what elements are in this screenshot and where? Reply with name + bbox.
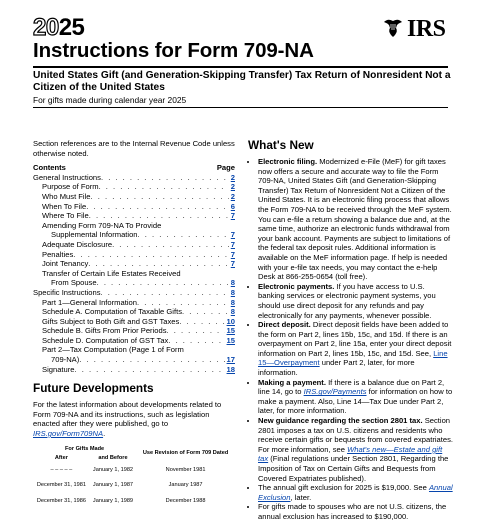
toc-page-link[interactable]: 8: [230, 297, 235, 307]
toc-item-label: Part 1—General Information: [42, 297, 137, 307]
toc-page-link[interactable]: 18: [226, 364, 235, 374]
toc-item[interactable]: [33, 288, 235, 298]
future-developments-heading: Future Developments: [33, 381, 154, 396]
item-text: If you have access to U.S. banking services or electronic payment systems, you should use direct deposit for any refunds and pay electronically for any payments, whenever possible.: [258, 281, 436, 320]
toc-leader-dots: [75, 365, 225, 375]
toc-item[interactable]: [33, 365, 235, 375]
toc-leader-dots: [137, 298, 229, 308]
table-cell: – – – – –: [50, 466, 73, 473]
item-link[interactable]: Line 15—Overpayment: [258, 348, 448, 368]
section-note: Section references are to the Internal Revenue Code unless otherwise noted.: [33, 139, 235, 158]
toc-item[interactable]: [33, 182, 235, 192]
toc-leader-dots: [79, 355, 224, 365]
toc-item-label: Supplemental Information: [51, 230, 138, 240]
toc-leader-dots: [88, 259, 228, 269]
whats-new-item: [258, 416, 453, 483]
table-of-contents: [33, 173, 235, 374]
item-text: Direct deposit fields have been added to the form on Part 2, lines 15b, 15c, and 15d. If there is an overpayment on Part 2, line 15a, enter your direct deposit information on Part 2, lines 15b, 15c, and 15d. See,: [258, 320, 452, 358]
toc-page-link[interactable]: 7: [230, 239, 235, 249]
table-cell: January 1, 1987: [92, 482, 134, 489]
item-text-end: for information on how to make a payment. Also, Line 14—Tax Due under Part 2, later, for more information.: [258, 387, 453, 416]
toc-item-label: Gifts Subject to Both Gift and GST Taxes: [42, 316, 180, 326]
toc-page-link[interactable]: 2: [230, 172, 235, 182]
toc-leader-dots: [89, 211, 229, 221]
table-head-after: After: [54, 454, 68, 461]
toc-item-label: From Spouse: [51, 278, 97, 288]
toc-item[interactable]: [33, 326, 235, 336]
item-lead: Electronic filing.: [258, 157, 318, 166]
toc-item-label: Specific Instructions: [33, 287, 101, 297]
form-year: [33, 14, 84, 42]
toc-item[interactable]: [33, 173, 235, 183]
toc-item-label: Penalties: [42, 249, 74, 259]
toc-item: [33, 345, 235, 355]
table-cell: November 1981: [165, 466, 206, 473]
toc-page-link[interactable]: 6: [230, 201, 235, 211]
item-link[interactable]: What's new—Estate and gift tax: [258, 444, 443, 464]
form709na-link[interactable]: IRS.gov/Form709NA: [33, 429, 104, 439]
item-link[interactable]: Annual Exclusion: [258, 483, 453, 502]
toc-item-label: When To File: [42, 201, 87, 211]
future-end: .: [103, 429, 106, 439]
year-prefix: 20: [33, 14, 59, 41]
toc-item[interactable]: [33, 317, 235, 327]
toc-leader-dots: [182, 307, 229, 317]
eagle-seal-icon: [382, 16, 404, 43]
toc-page-link[interactable]: 7: [230, 249, 235, 259]
whats-new-item: [258, 320, 453, 378]
whats-new-item: [258, 378, 453, 416]
toc-item[interactable]: [33, 278, 235, 288]
toc-item[interactable]: [33, 202, 235, 212]
toc-leader-dots: [167, 326, 225, 336]
future-text: For the latest information about developments related to Form 709-NA and its instructions, such as legislation enacted after they were published, go to: [33, 400, 222, 429]
toc-page-link[interactable]: 15: [226, 326, 235, 336]
table-cell: January 1, 1989: [92, 497, 134, 504]
toc-item-label: Purpose of Form: [42, 182, 99, 192]
toc-page-link[interactable]: 8: [230, 278, 235, 288]
item-lead: Making a payment.: [258, 377, 326, 387]
form-subtitle: United States Gift (and Generation-Skipping Transfer) Tax Return of Nonresident Not a Citizen of the United States: [33, 70, 451, 93]
header-rule: [33, 107, 448, 108]
whats-new-heading: What's New: [248, 138, 314, 152]
whats-new-item: [258, 483, 453, 502]
table-row: [33, 494, 235, 510]
toc-leader-dots: [97, 278, 229, 288]
toc-item-label: Signature: [42, 364, 75, 374]
toc-page-link[interactable]: 2: [230, 191, 235, 201]
right-column: [248, 139, 453, 522]
toc-item[interactable]: [33, 307, 235, 317]
toc-page-link[interactable]: 17: [226, 355, 235, 365]
item-text: The annual gift exclusion for 2025 is $19,000. See: [258, 483, 429, 493]
whats-new-item: [258, 282, 453, 320]
future-developments-text: [33, 400, 235, 438]
toc-page-link[interactable]: 8: [230, 287, 235, 297]
toc-leader-dots: [86, 202, 229, 212]
calendar-year-note: For gifts made during calendar year 2025: [33, 95, 187, 105]
toc-leader-dots: [179, 317, 224, 327]
item-text: Modernized e-File (MeF) for gift taxes now offers a secure and accurate way to file the Form 709-NA, United States Gift (and Generation-Skipping Transfer) Tax Return of Nonresident Not a Citizen of the United States. It is an electronic filing process that allows the Form 709-NA to be received through the MeF system. You can e-file a return showing a balance due and, at the same time, authorize an electronic funds withdrawal from your bank account. Payments are subject to limitations of the federal tax deposit rules. Additional information is available on the MeF information page. If help is needed with your e-file tax needs, you may contact the e-help Desk at 866-255-0654 (toll free).: [258, 157, 452, 282]
toc-page-link[interactable]: 10: [226, 316, 235, 326]
item-lead: Electronic payments.: [258, 281, 335, 291]
toc-item[interactable]: [33, 250, 235, 260]
toc-leader-dots: [138, 230, 229, 240]
toc-leader-dots: [91, 192, 229, 202]
left-column: [33, 139, 235, 509]
toc-item-label: Amending Form 709-NA To Provide: [42, 220, 162, 230]
table-head-revision: Use Revision of Form 709 Dated: [142, 450, 229, 457]
toc-page-link[interactable]: 7: [230, 259, 235, 269]
toc-item[interactable]: [33, 211, 235, 221]
item-text: For gifts made to spouses who are not U.S. citizens, the annual exclusion has increased to $190,000.: [258, 502, 447, 521]
whats-new-list: [248, 157, 453, 522]
item-text: If there is a balance due on Part 2, line 14, go to: [258, 377, 445, 397]
page-label: Page: [216, 163, 235, 173]
toc-item[interactable]: [33, 259, 235, 269]
irs-wordmark: IRS: [407, 16, 446, 42]
toc-item[interactable]: [33, 298, 235, 308]
item-lead: New guidance regarding the section 2801 tax.: [258, 416, 423, 426]
table-cell: January 1, 1982: [92, 466, 134, 473]
item-text-end: under Part 2, later, for more information.: [258, 358, 415, 378]
item-text: Section 2801 imposes a tax on U.S. citizens and residents who receive certain gifts or bequests from covered expatriates. For more information, see: [258, 416, 453, 454]
toc-leader-dots: [99, 182, 229, 192]
toc-page-link[interactable]: 7: [230, 230, 235, 240]
toc-item-label: Schedule A. Computation of Taxable Gifts: [42, 307, 183, 317]
toc-item-label: Joint Tenancy: [42, 259, 89, 269]
toc-item[interactable]: [33, 192, 235, 202]
table-cell: December 31, 1981: [36, 482, 86, 489]
toc-item[interactable]: [33, 240, 235, 250]
irs-logo: [382, 16, 446, 43]
toc-item: [33, 269, 235, 279]
contents-label: Contents: [33, 163, 66, 173]
toc-leader-dots: [112, 240, 229, 250]
toc-item-label: Transfer of Certain Life Estates Received: [42, 268, 181, 278]
table-row: [33, 478, 235, 494]
toc-item[interactable]: [33, 355, 235, 365]
toc-item-label: Part 2—Tax Computation (Page 1 of Form: [42, 345, 184, 355]
whats-new-item: [258, 502, 453, 521]
table-head-before: and Before: [98, 454, 128, 461]
contents-header: [33, 163, 235, 173]
item-lead: Direct deposit.: [258, 320, 311, 330]
toc-item-label: General Instructions: [33, 172, 101, 182]
whats-new-item: [258, 157, 453, 282]
toc-page-link[interactable]: 15: [226, 335, 235, 345]
toc-leader-dots: [101, 173, 229, 183]
toc-page-link[interactable]: 7: [230, 211, 235, 221]
table-cell: December 1988: [165, 497, 206, 504]
item-text-end: , later.: [290, 492, 312, 502]
toc-item-label: Where To File: [42, 211, 89, 221]
toc-leader-dots: [101, 288, 229, 298]
year-suffix: 25: [58, 14, 85, 41]
toc-leader-dots: [73, 250, 229, 260]
toc-leader-dots: [168, 336, 224, 346]
toc-item-label: Adequate Disclosure: [42, 239, 113, 249]
revision-table: [33, 445, 235, 510]
toc-item[interactable]: [33, 230, 235, 240]
item-text-end: (Final regulations under Section 2801, Regarding the Imposition of Tax on Certain Gifts and Bequests from Covered Expatriates published).: [258, 454, 449, 483]
table-cell: December 31, 1986: [36, 497, 86, 504]
toc-page-link[interactable]: 8: [230, 307, 235, 317]
table-head-group: For Gifts Made: [65, 445, 105, 452]
toc-item-label: 709-NA): [51, 355, 80, 365]
toc-item[interactable]: [33, 336, 235, 346]
page-title: Instructions for Form 709-NA: [33, 39, 314, 62]
table-cell: January 1987: [168, 482, 203, 489]
toc-item-label: Schedule B. Gifts From Prior Periods: [42, 326, 167, 336]
toc-page-link[interactable]: 2: [230, 182, 235, 192]
toc-item: [33, 221, 235, 231]
item-link[interactable]: IRS.gov/Payments: [303, 387, 367, 397]
table-row: [33, 463, 235, 479]
toc-item-label: Who Must File: [42, 191, 91, 201]
title-rule: [33, 66, 448, 68]
toc-item-label: Schedule D. Computation of GST Tax: [42, 335, 169, 345]
